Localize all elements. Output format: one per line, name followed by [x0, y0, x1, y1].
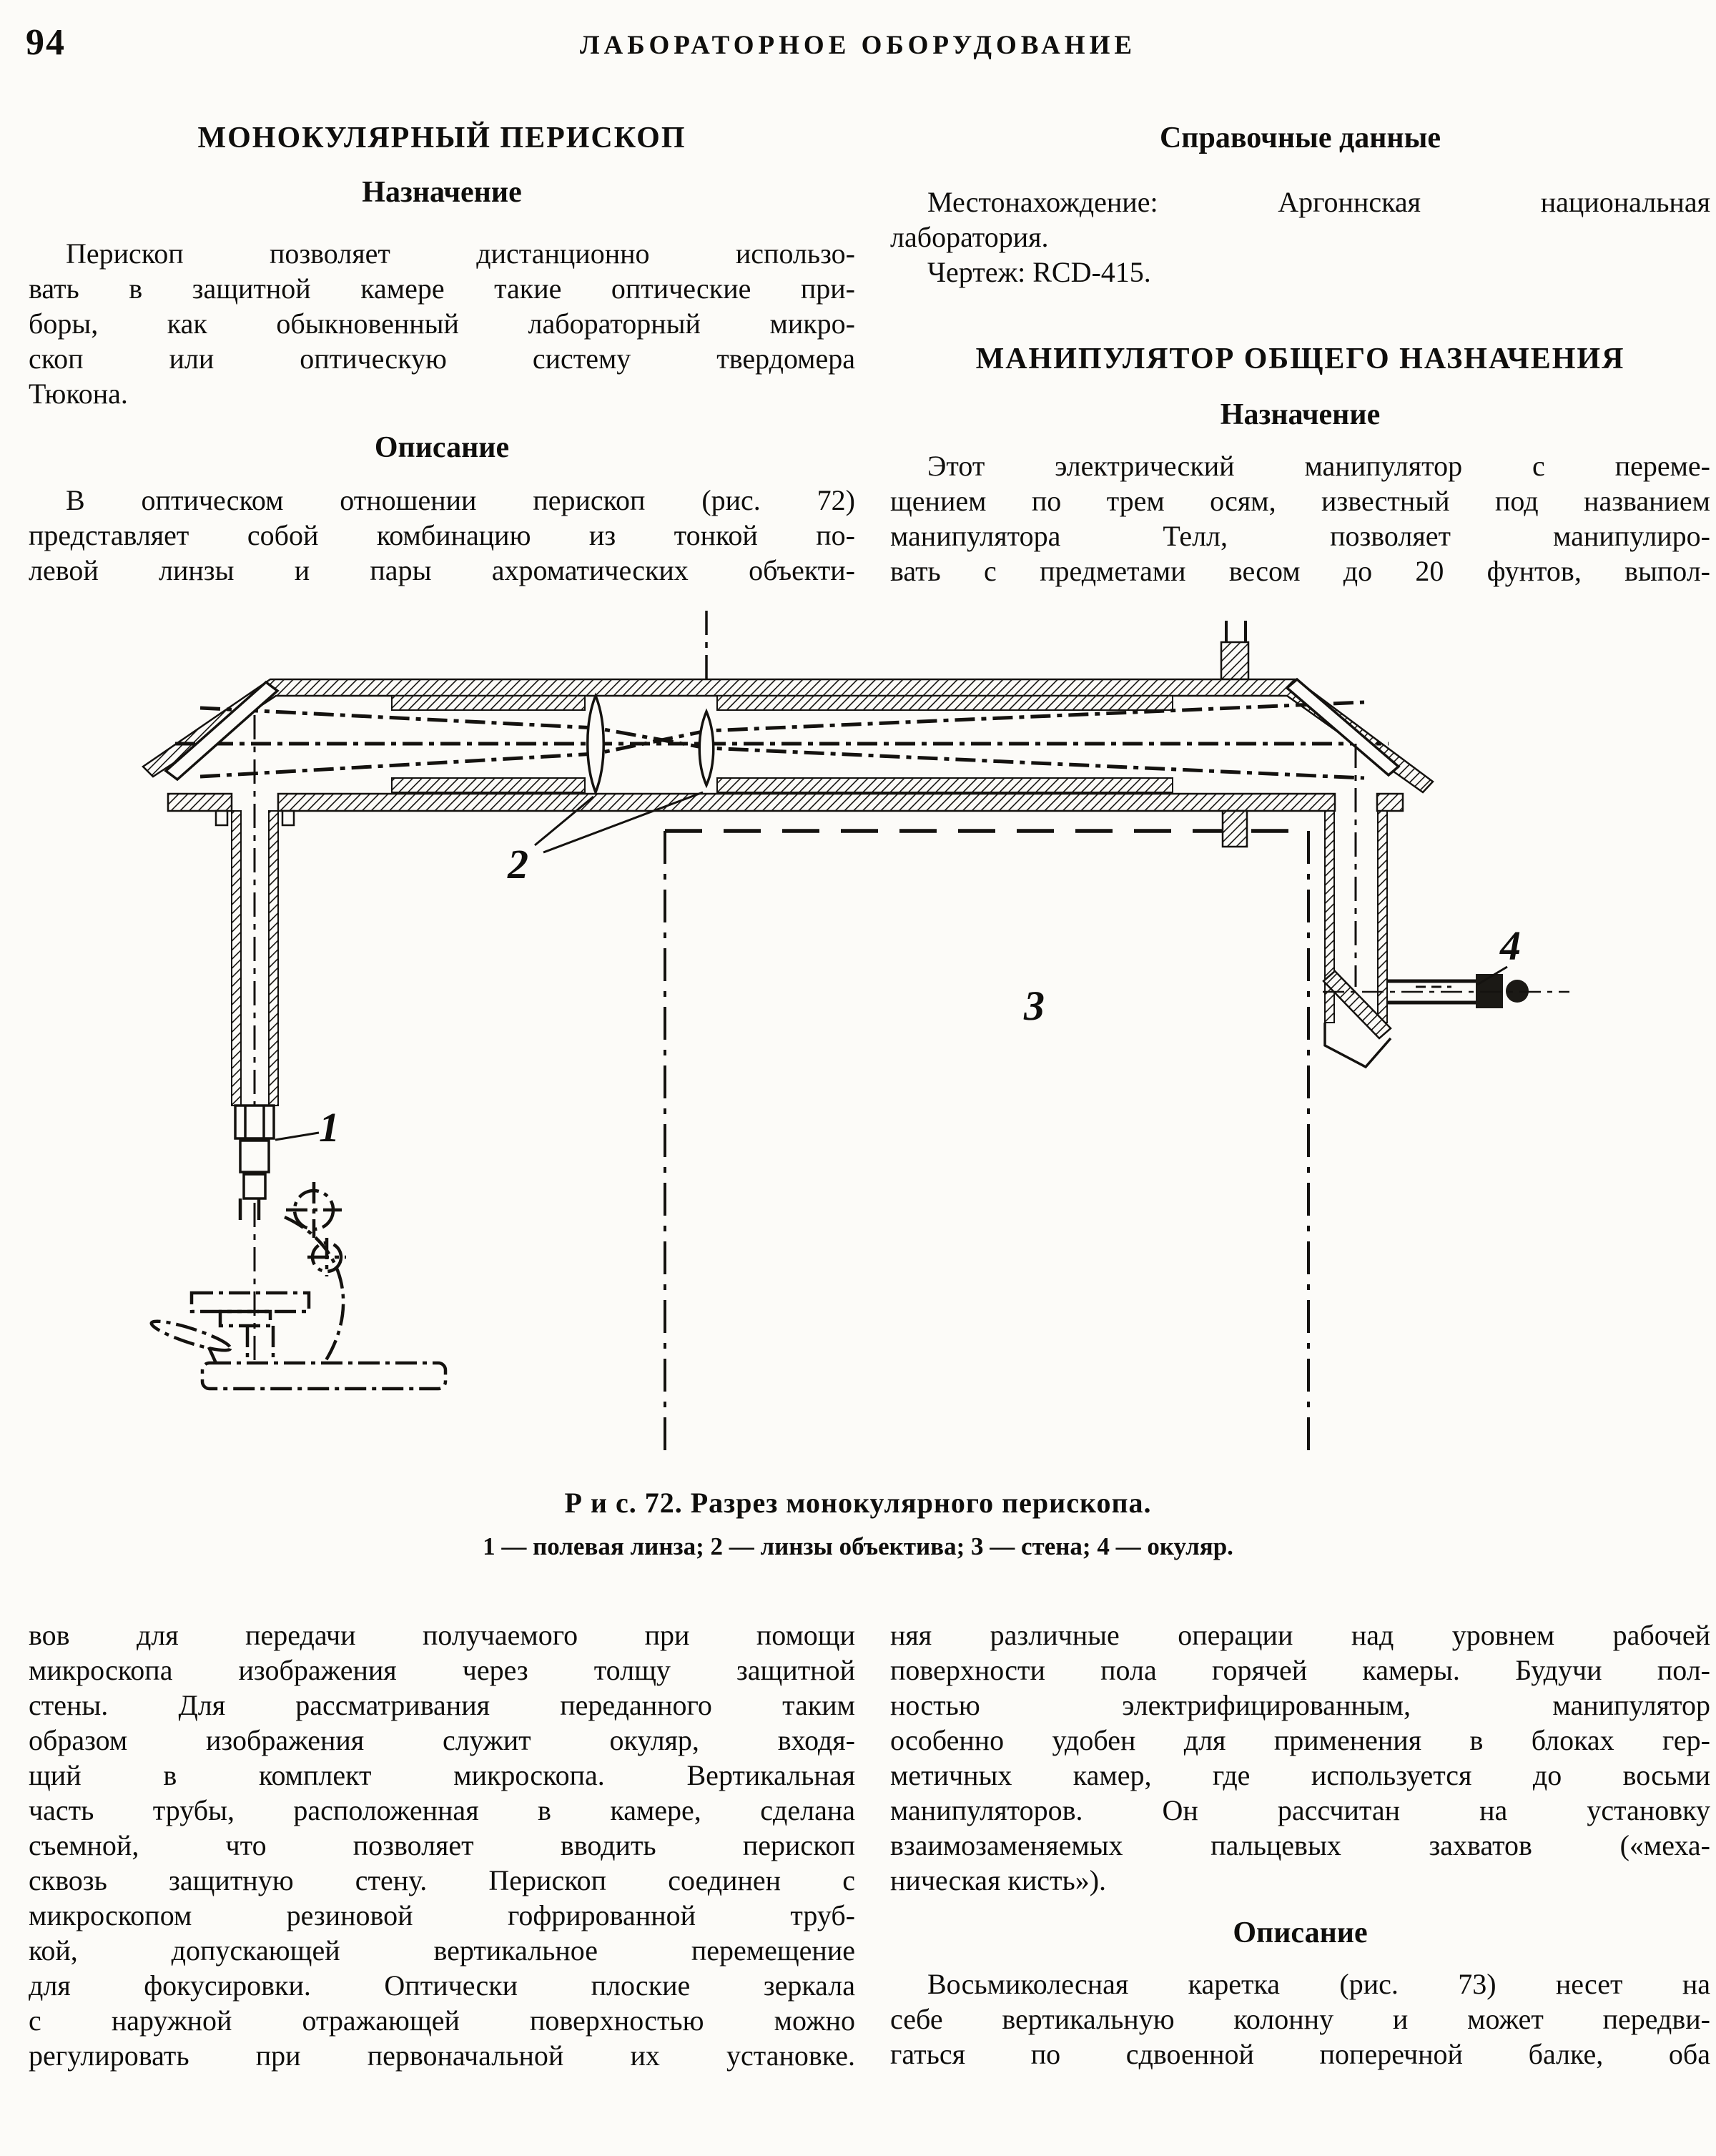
- text-line: представляет собой комбинацию из тонкой по-: [29, 519, 855, 551]
- text-line: сквозь защитную стену. Перископ соединен с: [29, 1864, 855, 1896]
- text-line: манипулятора Телл, позволяет манипулиро-: [890, 520, 1710, 552]
- text-line: часть трубы, расположенная в камере, сделана: [29, 1794, 855, 1826]
- text-line: поверхности пола горячей камеры. Будучи пол-: [890, 1654, 1710, 1686]
- text-line: микроскопа изображения через толщу защитной: [29, 1654, 855, 1686]
- subheading-purpose: Назначение: [362, 176, 522, 209]
- flange-tab-left: [216, 811, 227, 825]
- text-line: микроскопом резиновой гофрированной труб-: [29, 1899, 855, 1931]
- figure-periscope-cross-section: [107, 601, 1609, 1466]
- subheading-description: Описание: [374, 431, 510, 464]
- text-line: образом изображения служит окуляр, входя-: [29, 1724, 855, 1756]
- right-vertical-tube: [1323, 744, 1391, 1067]
- figure-caption: [0, 1486, 1716, 1561]
- text-line: щий в комплект микроскопа. Вертикальная: [29, 1759, 855, 1791]
- text-line: ническая кисть»).: [890, 1864, 1107, 1896]
- figure-label-2: 2: [508, 841, 528, 887]
- mirror-top-right: [1287, 679, 1399, 775]
- wall-outline: [665, 831, 1308, 1455]
- text-line: взаимозаменяемых пальцевых захватов («меха-: [890, 1829, 1710, 1861]
- column-top-left: [29, 120, 855, 588]
- periscope-bottom-wall-main: [278, 794, 1335, 811]
- text-line: боры, как обыкновенный лабораторный микро-: [29, 307, 855, 340]
- text-line: гаться по сдвоенной поперечной балке, оба: [890, 2038, 1710, 2070]
- figure-label-3: 3: [1024, 983, 1045, 1029]
- text-line: себе вертикальную колонну и может передви-: [890, 2003, 1710, 2035]
- text-line: с наружной отражающей поверхностью можно: [29, 2004, 855, 2037]
- text-line: лаборатория.: [890, 221, 1049, 253]
- text-line: Тюкона.: [29, 378, 128, 410]
- text-line: манипуляторов. Он рассчитан на установку: [890, 1794, 1710, 1826]
- text-line: щением по трем осям, известный под названием: [890, 485, 1710, 517]
- paragraph-manipulator-continued: [890, 1618, 1710, 1898]
- left-vertical-tube: [232, 715, 278, 1360]
- text-line: метичных камер, где используется до восьми: [890, 1759, 1710, 1791]
- figure-label-1: 1: [319, 1104, 340, 1151]
- mirror-top-left: [166, 682, 277, 779]
- text-line: вать с предметами весом до 20 фунтов, выпол-: [890, 555, 1710, 587]
- text-line: Восьмиколесная каретка (рис. 73) несет на: [927, 1968, 1710, 2000]
- subheading-description-2: Описание: [1233, 1916, 1368, 1949]
- paragraph-manipulator-purpose: [890, 448, 1710, 589]
- paragraph-location: [890, 184, 1710, 255]
- subheading-purpose-2: Назначение: [1220, 398, 1381, 431]
- text-line: ностью электрифицированным, манипулятор: [890, 1689, 1710, 1721]
- text-line: скоп или оптическую систему твердомера: [29, 343, 855, 375]
- page-number: 94: [26, 22, 66, 63]
- subheading-reference-data: Справочные данные: [1159, 122, 1441, 154]
- text-line: Этот электрический манипулятор с переме-: [927, 450, 1710, 482]
- flange-tab-right: [282, 811, 294, 825]
- section-title-periscope: МОНОКУЛЯРНЫЙ ПЕРИСКОП: [197, 122, 686, 154]
- text-line: няя различные операции над уровнем рабочей: [890, 1619, 1710, 1651]
- text-line: кой, допускающей вертикальное перемещение: [29, 1934, 855, 1967]
- running-head: ЛАБОРАТОРНОЕ ОБОРУДОВАНИЕ: [579, 31, 1137, 60]
- column-top-right: [890, 120, 1710, 589]
- periscope-bottom-wall-left: [168, 794, 232, 811]
- figure-label-4: 4: [1500, 922, 1521, 969]
- text-line: для фокусировки. Оптически плоские зеркала: [29, 1969, 855, 2002]
- text-line: особенно удобен для применения в блоках гер-: [890, 1724, 1710, 1756]
- text-line: вать в защитной камере такие оптические при-: [29, 272, 855, 305]
- text-line: регулировать при первоначальной их установке.: [29, 2039, 855, 2072]
- field-lens-coupling: [235, 1106, 274, 1198]
- paragraph-periscope-continued: [29, 1618, 855, 2073]
- paragraph-carriage: [890, 1967, 1710, 2072]
- wall-bracket-bottom: [1223, 811, 1247, 847]
- text-line: Местонахождение: Аргоннская национальная: [927, 186, 1710, 218]
- text-line: съемной, что позволяет вводить перископ: [29, 1829, 855, 1861]
- objective-lens-2: [699, 712, 714, 785]
- column-bottom-left: [29, 1618, 855, 2073]
- figure-callouts: [275, 792, 1507, 1140]
- text-line: вов для передачи получаемого при помощи: [29, 1619, 855, 1651]
- text-line: В оптическом отношении перископ (рис. 72): [66, 484, 855, 516]
- column-bottom-right: [890, 1618, 1710, 2072]
- wall-bracket-top: [1221, 621, 1248, 679]
- line-drawing-number: Чертеж: RCD-415.: [927, 256, 1151, 288]
- objective-lens-1: [588, 696, 604, 792]
- section-title-manipulator: МАНИПУЛЯТОР ОБЩЕГО НАЗНАЧЕНИЯ: [975, 343, 1625, 375]
- text-line: стены. Для рассматривания переданного таким: [29, 1689, 855, 1721]
- text-line: левой линзы и пары ахроматических объекти-: [29, 554, 855, 586]
- figure-caption-legend: 1 — полевая линза; 2 — линзы объектива; 3 — стена; 4 — окуляр.: [483, 1532, 1233, 1560]
- paragraph-periscope-purpose: [29, 236, 855, 411]
- paragraph-periscope-description: [29, 483, 855, 588]
- optical-rays: [175, 702, 1389, 778]
- periscope-bottom-wall-right: [1377, 794, 1403, 811]
- figure-caption-title: Р и с. 72. Разрез монокулярного перископа.: [564, 1487, 1152, 1519]
- microscope-phantom: [149, 1182, 445, 1389]
- text-line: Перископ позволяет дистанционно использо-: [66, 237, 855, 270]
